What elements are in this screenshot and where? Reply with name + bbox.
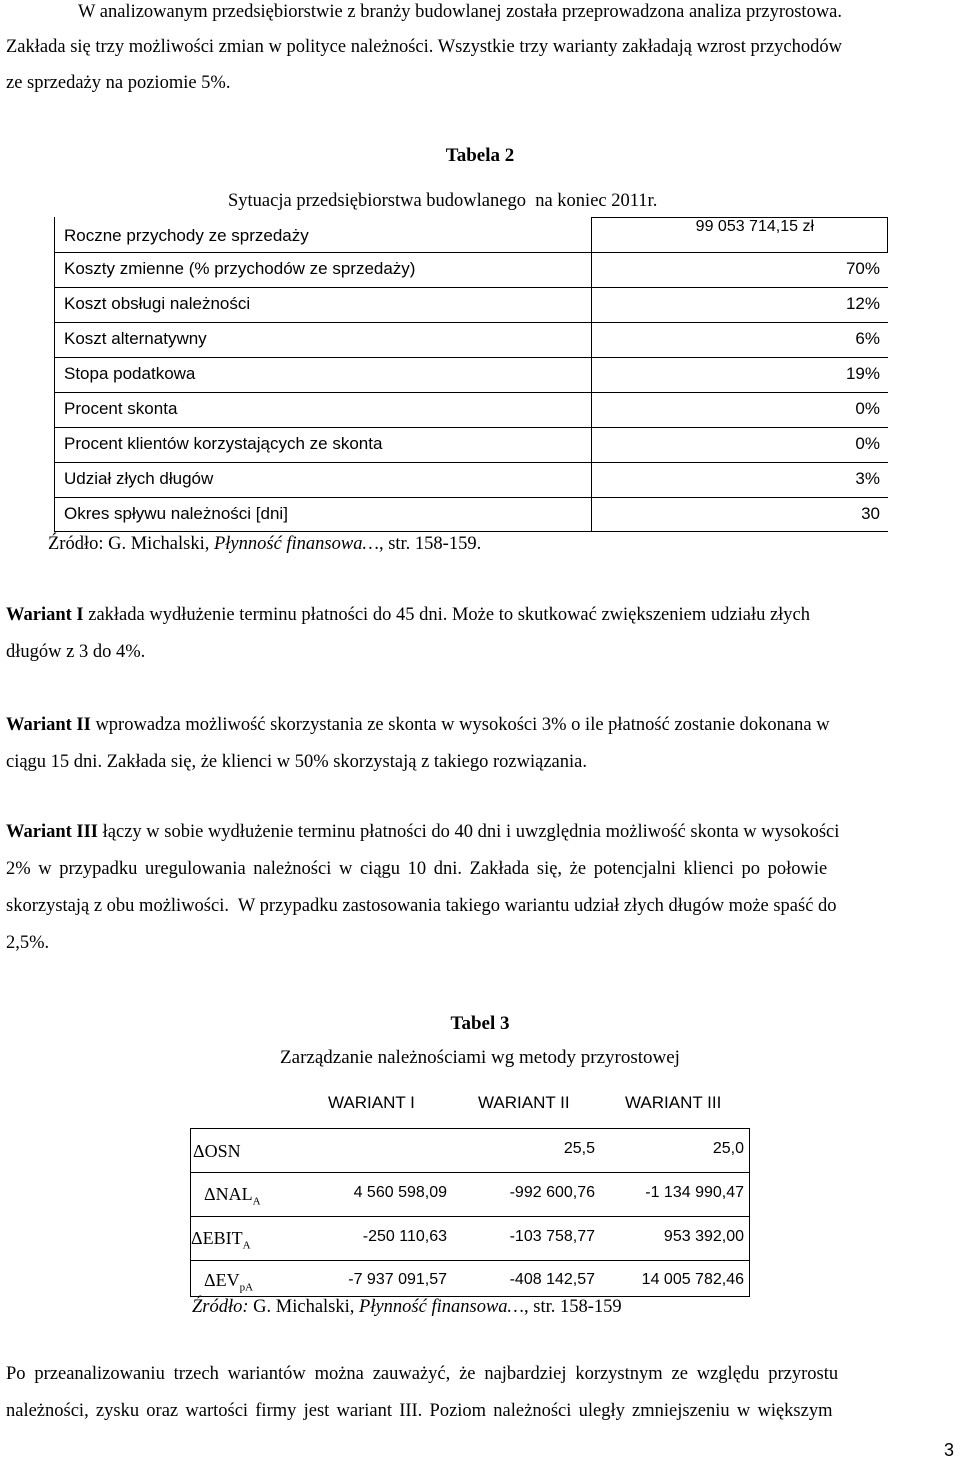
variant-2-paragraph xyxy=(6,715,956,772)
table-cell: 953 392,00 xyxy=(663,1228,744,1245)
table-row xyxy=(54,427,888,462)
table-row xyxy=(54,357,888,392)
table-cell: 14 005 782,46 xyxy=(641,1271,744,1288)
row-label xyxy=(204,1184,261,1208)
intro-line-3: ze sprzedaży na poziomie 5%. xyxy=(6,73,231,93)
table-cell: -992 600,76 xyxy=(509,1184,595,1201)
variant-3-label: Wariant III xyxy=(6,822,99,842)
table-row xyxy=(54,287,888,322)
row-value: 6% xyxy=(855,329,880,348)
table3-vline-2 xyxy=(749,1128,750,1296)
source-book-title: Płynność finansowa… xyxy=(359,1297,524,1317)
row-label xyxy=(191,1228,251,1252)
intro-line-2: Zakłada się trzy możliwości zmian w polityce należności. Wszystkie trzy warianty zakładają wzrost przychodów xyxy=(6,37,842,57)
row-label: Procent skonta xyxy=(64,399,178,418)
table3-line-2 xyxy=(190,1216,750,1217)
variant-1-paragraph xyxy=(6,605,956,662)
conclusion-line-2: należności, zysku oraz wartości firmy jest wariant III. Poziom należności uległy zmniejszeniu w większym xyxy=(6,1401,833,1421)
column-header: WARIANT II xyxy=(478,1093,570,1112)
table3-line-3 xyxy=(190,1260,750,1261)
row-label xyxy=(193,1141,241,1162)
table-cell: 4 560 598,09 xyxy=(353,1184,447,1201)
table-cell: -408 142,57 xyxy=(509,1271,595,1288)
intro-line-1: W analizowanym przedsiębiorstwie z branży budowlanej została przeprowadzona analiza przyrostowa. xyxy=(78,2,843,22)
row-value: 70% xyxy=(845,259,880,278)
table-row xyxy=(54,217,888,252)
variant-1-text: zakłada wydłużenie terminu płatności do 45 dni. Może to skutkować zwiększeniem udziału złych xyxy=(83,605,811,625)
table3-source xyxy=(192,1297,622,1318)
row-label: Stopa podatkowa xyxy=(64,364,196,383)
variant-3-line-2: 2% w przypadku uregulowania należności w ciągu 10 dni. Zakłada się, że potencjalni klienci po połowie xyxy=(6,859,828,879)
row-label: Udział złych długów xyxy=(64,469,214,488)
table-row xyxy=(54,392,888,427)
variant-2-label: Wariant II xyxy=(6,715,91,735)
assumptions-table xyxy=(54,217,888,532)
row-value: 99 053 714,15 zł xyxy=(695,218,814,235)
table2-subtitle: Sytuacja przedsiębiorstwa budowlanego na koniec 2011r. xyxy=(228,191,658,211)
row-label: Koszt obsługi należności xyxy=(64,294,251,313)
row-label-text: ΔNAL xyxy=(204,1184,253,1204)
table-cell: -1 134 990,47 xyxy=(645,1184,744,1201)
row-value: 0% xyxy=(855,434,880,453)
table-row xyxy=(54,462,888,497)
variant-3-line-4: 2,5%. xyxy=(6,933,50,953)
row-label-text: ΔEBIT xyxy=(191,1228,243,1248)
variant-2-line-2: ciągu 15 dni. Zakłada się, że klienci w 50% skorzystają z takiego rozwiązania. xyxy=(6,752,587,772)
row-label xyxy=(204,1270,253,1294)
row-label: Okres spływu należności [dni] xyxy=(64,504,288,523)
row-label-subscript: A xyxy=(252,1195,261,1208)
table-cell: -7 937 091,57 xyxy=(348,1271,447,1288)
source-text: Źródło: G. Michalski, xyxy=(48,534,214,554)
variant-3-text: łączy w sobie wydłużenie terminu płatności do 40 dni i uwzględnia możliwość skonta w wysokości xyxy=(98,822,840,842)
column-header: WARIANT I xyxy=(328,1093,415,1112)
row-label-text: ΔEV xyxy=(204,1270,240,1290)
conclusion-paragraph xyxy=(6,1364,956,1421)
row-value: 19% xyxy=(845,364,880,383)
table3-title: Tabel 3 xyxy=(450,1013,510,1034)
variant-2-text: wprowadza możliwość skorzystania ze skonta w wysokości 3% o ile płatność zostanie dokonana w xyxy=(90,715,830,735)
page-number: 3 xyxy=(943,1440,954,1460)
table2-title: Tabela 2 xyxy=(445,145,515,166)
row-label-subscript: A xyxy=(242,1239,251,1252)
table3-line-1 xyxy=(190,1172,750,1173)
variant-1-line-1 xyxy=(6,605,956,626)
table2-source xyxy=(48,534,481,555)
row-value: 30 xyxy=(861,504,880,523)
incremental-table xyxy=(190,1085,750,1300)
column-header: WARIANT III xyxy=(625,1093,722,1112)
source-pages: , str. 158-159 xyxy=(524,1297,622,1317)
variant-3-line-1 xyxy=(6,822,956,843)
table-cell: -250 110,63 xyxy=(362,1228,447,1245)
source-book-title: Płynność finansowa… xyxy=(213,534,379,554)
table-row xyxy=(54,252,888,287)
row-value: 3% xyxy=(855,469,880,488)
row-label-text: ΔOSN xyxy=(193,1141,241,1161)
table3-line-header xyxy=(190,1128,750,1129)
source-text: G. Michalski, xyxy=(248,1297,360,1317)
table-row xyxy=(54,497,888,532)
variant-3-line-3: skorzystają z obu możliwości. W przypadku zastosowania takiego wariantu udział złych długów może spaść do xyxy=(6,896,837,916)
row-label: Koszty zmienne (% przychodów ze sprzedaży) xyxy=(64,259,416,278)
conclusion-line-1: Po przeanalizowaniu trzech wariantów można zauważyć, że najbardziej korzystnym ze względu przyrostu xyxy=(6,1364,839,1384)
source-label: Źródło: xyxy=(192,1297,249,1317)
row-label-subscript: pA xyxy=(239,1281,254,1294)
row-value: 0% xyxy=(855,399,880,418)
row-label: Procent klientów korzystających ze skonta xyxy=(64,434,383,453)
table3-vline-1 xyxy=(190,1128,191,1296)
table-row xyxy=(54,322,888,357)
variant-2-line-1 xyxy=(6,715,956,736)
row-value: 12% xyxy=(845,294,880,313)
table3-subtitle: Zarządzanie należnościami wg metody przyrostowej xyxy=(280,1047,680,1068)
row-label: Koszt alternatywny xyxy=(64,329,207,348)
table-cell: -103 758,77 xyxy=(509,1228,595,1245)
table-cell: 25,0 xyxy=(712,1140,744,1157)
row-label: Roczne przychody ze sprzedaży xyxy=(64,226,309,245)
source-pages: , str. 158-159. xyxy=(378,534,482,554)
table-cell: 25,5 xyxy=(563,1140,595,1157)
variant-1-line-2: długów z 3 do 4%. xyxy=(6,642,146,662)
variant-1-label: Wariant I xyxy=(6,605,84,625)
variant-3-paragraph xyxy=(6,822,956,953)
